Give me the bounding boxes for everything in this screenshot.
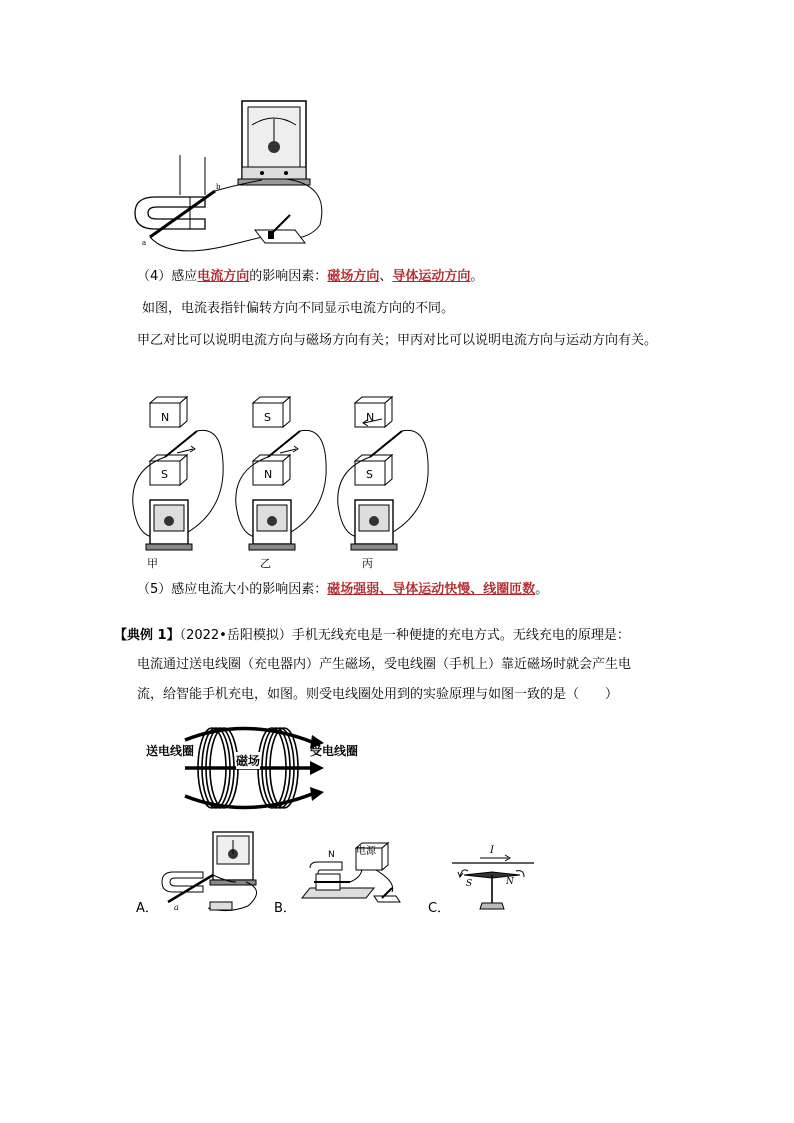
option-a-label: A． bbox=[136, 901, 158, 916]
example-line-1: 【典例 1】（2022•岳阳模拟）手机无线充电是一种便捷的充电方式。无线充电的原理是： bbox=[114, 628, 630, 643]
current-label: I bbox=[490, 845, 494, 856]
n-pole-label: N bbox=[506, 877, 514, 887]
power-label: 电源 bbox=[356, 846, 376, 857]
magnet-experiment-yi bbox=[228, 395, 333, 575]
option-c-label: C． bbox=[428, 901, 451, 916]
svg-text:a: a bbox=[174, 903, 179, 912]
magnet-top-label: N bbox=[161, 411, 170, 424]
figure-caption: 乙 bbox=[260, 557, 271, 570]
magnet-experiment-bing bbox=[330, 395, 435, 575]
magnet-bottom-label: N bbox=[264, 468, 273, 481]
receive-coil-label: 受电线圈 bbox=[310, 744, 359, 758]
induction-apparatus-figure bbox=[130, 95, 350, 260]
s-pole-label: S bbox=[466, 879, 473, 889]
option-c-figure bbox=[450, 845, 540, 915]
option-a-figure bbox=[158, 830, 268, 915]
example-line-2: 电流通过送电线圈（充电器内）产生磁场，受电线圈（手机上）靠近磁场时就会产生电 bbox=[137, 657, 632, 672]
section-4-line: （4）感应电流方向的影响因素：磁场方向、导体运动方向。 bbox=[137, 269, 484, 284]
paragraph-comparison: 甲乙对比可以说明电流方向与磁场方向有关；甲丙对比可以说明电流方向与运动方向有关。 bbox=[137, 333, 658, 348]
magnet-experiment-jia bbox=[125, 395, 230, 575]
figure-caption: 甲 bbox=[147, 557, 158, 570]
example-line-3: 流，给智能手机充电，如图。则受电线圈处用到的实验原理与如图一致的是（ ） bbox=[137, 687, 619, 702]
option-b-label: B． bbox=[274, 901, 296, 916]
magnet-bottom-label: S bbox=[366, 468, 373, 481]
wireless-coil-figure bbox=[140, 722, 370, 814]
svg-text:b: b bbox=[216, 183, 221, 191]
field-label: 磁场 bbox=[236, 754, 261, 768]
figure-caption: 丙 bbox=[362, 557, 373, 570]
n-pole-label: N bbox=[328, 850, 335, 860]
magnet-bottom-label: S bbox=[161, 468, 168, 481]
magnet-top-label: S bbox=[264, 411, 271, 424]
section-5-line: （5）感应电流大小的影响因素：磁场强弱、导体运动快慢、线圈匝数。 bbox=[137, 582, 549, 597]
magnet-top-label: N bbox=[366, 411, 375, 424]
send-coil-label: 送电线圈 bbox=[146, 744, 195, 758]
paragraph-deflection: 如图，电流表指针偏转方向不同显示电流方向的不同。 bbox=[142, 301, 455, 316]
svg-text:a: a bbox=[142, 239, 147, 247]
option-b-figure bbox=[296, 838, 406, 918]
